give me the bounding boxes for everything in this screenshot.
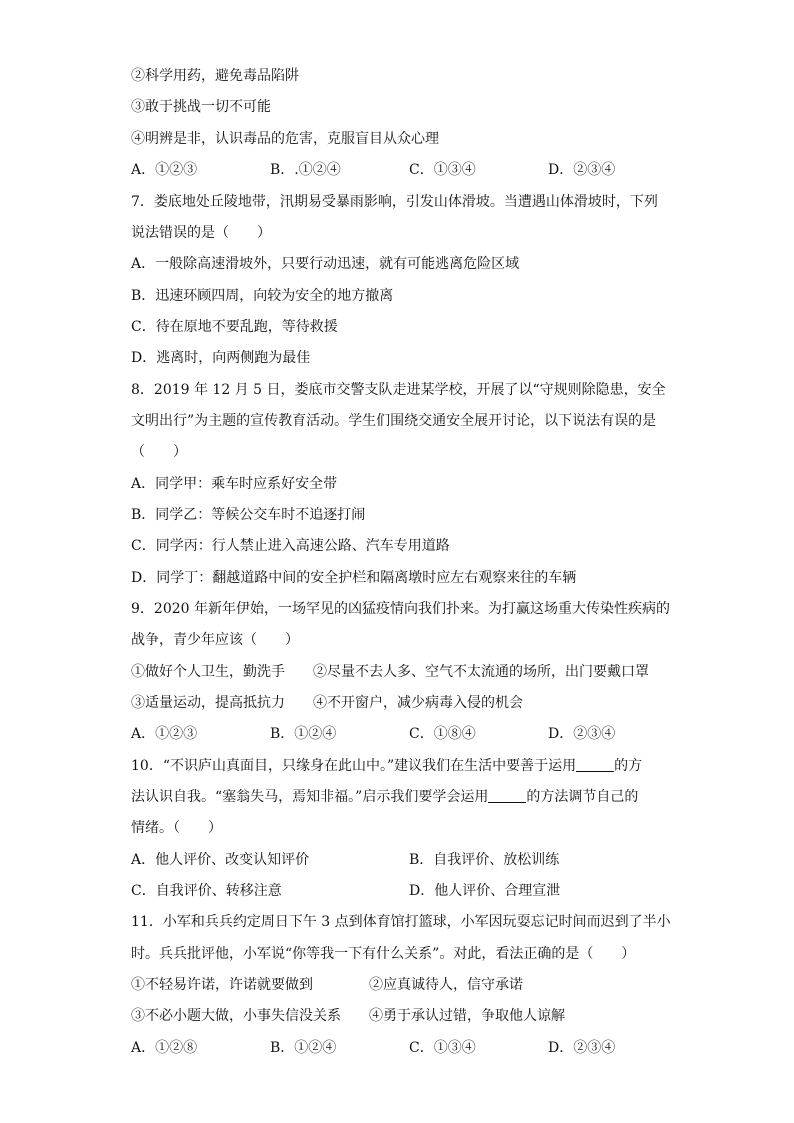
q9-items-line-2: ③适量运动，提高抵抗力 ④不开窗户，减少病毒入侵的机会 [131, 695, 523, 711]
q10-stem-line-3: 情绪。（ ） [131, 820, 222, 836]
q7-option-c: C．待在原地不要乱跑，等待救援 [131, 319, 338, 335]
q10-option-d: D．他人评价、合理宣泄 [409, 883, 561, 899]
q6-item-2: ②科学用药，避免毒品陷阱 [131, 68, 299, 84]
q7-option-d: D．逃离时，向两侧跑为最佳 [131, 350, 311, 366]
q11-option-a: A．①②⑧ [131, 1040, 198, 1056]
q10-option-c: C．自我评价、转移注意 [131, 883, 282, 899]
q8-option-c: C．同学丙：行人禁止进入高速公路、汽车专用道路 [131, 538, 450, 554]
q8-stem-line-2: 文明出行”为主题的宣传教育活动。学生们围绕交通安全展开讨论，以下说法有误的是 [131, 413, 657, 429]
q10-stem-2b: 的方法调节自己的 [526, 789, 639, 805]
q6-option-d: D．②③④ [548, 162, 616, 178]
q9-option-b: B．①②④ [270, 726, 337, 742]
q11-stem-line-1: 11．小军和兵兵约定周日下午 3 点到体育馆打篮球，小军因玩耍忘记时间而迟到了半小 [131, 914, 671, 930]
q7-option-a: A．一般除高速滑坡外，只要行动迅速，就有可能逃离危险区域 [131, 256, 520, 272]
q10-stem-2a: 法认识自我。“塞翁失马，焉知非福。”启示我们要学会运用 [131, 789, 489, 805]
q10-stem-1a: 10．“不识庐山真面目，只缘身在此山中。”建议我们在生活中要善于运用 [131, 758, 577, 774]
q11-option-c: C．①③④ [409, 1040, 476, 1056]
q10-option-b: B．自我评价、放松训练 [409, 852, 560, 868]
q10-stem-line-1 [131, 756, 642, 776]
q8-option-b: B．同学乙：等候公交车时不追逐打闹 [131, 507, 366, 523]
q10-stem-line-2 [131, 787, 638, 807]
q7-option-b: B．迅速环顾四周，向较为安全的地方撤离 [131, 288, 394, 304]
q6-item-3: ③敢于挑战一切不可能 [131, 99, 271, 115]
q7-stem-line-1: 7．娄底地处丘陵地带，汛期易受暴雨影响，引发山体滑坡。当遭遇山体滑坡时，下列 [131, 194, 658, 210]
q8-stem-line-1: 8．2019 年 12 月 5 日，娄底市交警支队走进某学校，开展了以“守规则除隐患，安全 [131, 382, 666, 398]
answer-blank [576, 757, 614, 772]
q7-stem-line-2: 说法错误的是（ ） [131, 225, 271, 241]
q8-option-d: D．同学丁：翻越道路中间的安全护栏和隔离墩时应左右观察来往的车辆 [131, 570, 577, 586]
q6-item-4: ④明辨是非，认识毒品的危害，克服盲目从众心理 [131, 131, 439, 147]
q10-option-a: A．他人评价、改变认知评价 [131, 852, 310, 868]
q9-stem-line-2: 战争，青少年应该（ ） [131, 632, 299, 648]
q10-stem-1b: 的方 [614, 758, 643, 774]
q9-stem-line-1: 9．2020 年新年伊始，一场罕见的凶猛疫情向我们扑来。为打赢这场重大传染性疾病的 [131, 601, 670, 617]
q8-option-a: A．同学甲：乘车时应系好安全带 [131, 476, 338, 492]
q11-option-b: B．①②④ [270, 1040, 337, 1056]
answer-blank [488, 788, 526, 803]
q9-option-d: D．②③④ [548, 726, 616, 742]
q6-option-a: A．①②③ [131, 162, 198, 178]
q11-items-line-1: ①不轻易许诺，许诺就要做到 ②应真诚待人，信守承诺 [131, 977, 523, 993]
q11-items-line-2: ③不必小题大做，小事失信没关系 ④勇于承认过错，争取他人谅解 [131, 1008, 565, 1024]
q6-option-b: B．.①②④ [270, 162, 341, 178]
q11-option-d: D．②③④ [548, 1040, 616, 1056]
q6-option-c: C．①③④ [409, 162, 476, 178]
q8-stem-line-3: （ ） [131, 444, 187, 460]
q9-items-line-1: ①做好个人卫生，勤洗手 ②尽量不去人多、空气不太流通的场所，出门要戴口罩 [131, 664, 649, 680]
q9-option-a: A．①②③ [131, 726, 198, 742]
q11-stem-line-2: 时。兵兵批评他，小军说“你等我一下有什么关系”。对此，看法正确的是（ ） [131, 946, 636, 962]
q9-option-c: C．①⑧④ [409, 726, 476, 742]
